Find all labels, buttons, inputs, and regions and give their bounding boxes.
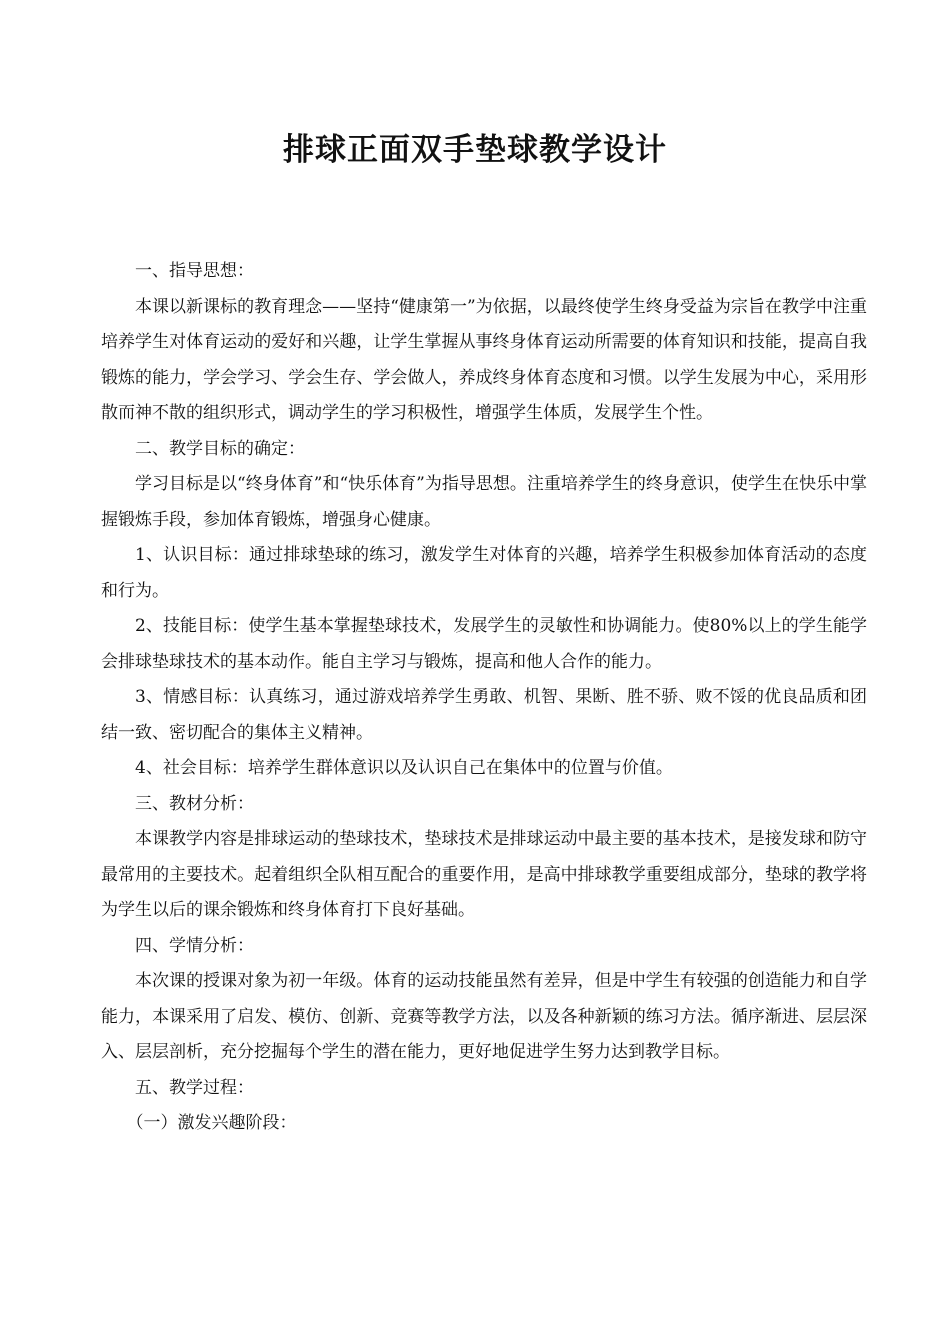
paragraph-cognitive-goal: 1、认识目标：通过排球垫球的练习，激发学生对体育的兴趣，培养学生积极参加体育活动的态度和行为。 bbox=[101, 545, 867, 601]
subsection-heading-interest-stage: （一）激发兴趣阶段： bbox=[126, 1113, 297, 1133]
paragraph-social-goal: 4、社会目标：培养学生群体意识以及认识自己在集体中的位置与价值。 bbox=[135, 758, 673, 778]
paragraph-learning-goals: 学习目标是以“终身体育”和“快乐体育”为指导思想。注重培养学生的终身意识，使学生在快乐中掌握锻炼手段，参加体育锻炼，增强身心健康。 bbox=[101, 474, 867, 530]
paragraph-guiding-ideology: 本课以新课标的教育理念——坚持“健康第一”为依据，以最终使学生终身受益为宗旨在教学中注重培养学生对体育运动的爱好和兴趣，让学生掌握从事终身体育运动所需要的体育知识和技能，提高自我锻炼的能力，学会学习、学会生存、学会做人，养成终身体育态度和习惯。以学生发展为中心，采用形散而神不散的组织形式，调动学生的学习积极性，增强学生体质，发展学生个性。 bbox=[101, 296, 867, 423]
section-heading-teaching-process: 五、教学过程： bbox=[135, 1077, 254, 1098]
section-heading-student-analysis: 四、学情分析： bbox=[135, 935, 254, 956]
document-title: 排球正面双手垫球教学设计 bbox=[283, 132, 667, 168]
section-heading-guiding-ideology: 一、指导思想： bbox=[135, 261, 254, 281]
paragraph-skill-goal: 2、技能目标：使学生基本掌握垫球技术，发展学生的灵敏性和协调能力。使80%以上的学生能学会排球垫球技术的基本动作。能自主学习与锻炼，提高和他人合作的能力。 bbox=[101, 616, 867, 672]
document-body bbox=[101, 254, 867, 1142]
section-heading-material-analysis: 三、教材分析： bbox=[135, 793, 254, 814]
section-heading-teaching-goals: 二、教学目标的确定： bbox=[135, 438, 305, 459]
paragraph-emotional-goal: 3、情感目标：认真练习，通过游戏培养学生勇敢、机智、果断、胜不骄、败不馁的优良品质和团结一致、密切配合的集体主义精神。 bbox=[101, 687, 867, 743]
paragraph-material-analysis: 本课教学内容是排球运动的垫球技术，垫球技术是排球运动中最主要的基本技术，是接发球和防守最常用的主要技术。起着组织全队相互配合的重要作用，是高中排球教学重要组成部分，垫球的教学将为学生以后的课余锻炼和终身体育打下良好基础。 bbox=[101, 829, 867, 920]
paragraph-student-analysis: 本次课的授课对象为初一年级。体育的运动技能虽然有差异，但是中学生有较强的创造能力和自学能力，本课采用了启发、模仿、创新、竞赛等教学方法，以及各种新颖的练习方法。循序渐进、层层深入、层层剖析，充分挖掘每个学生的潜在能力，更好地促进学生努力达到教学目标。 bbox=[101, 971, 867, 1062]
